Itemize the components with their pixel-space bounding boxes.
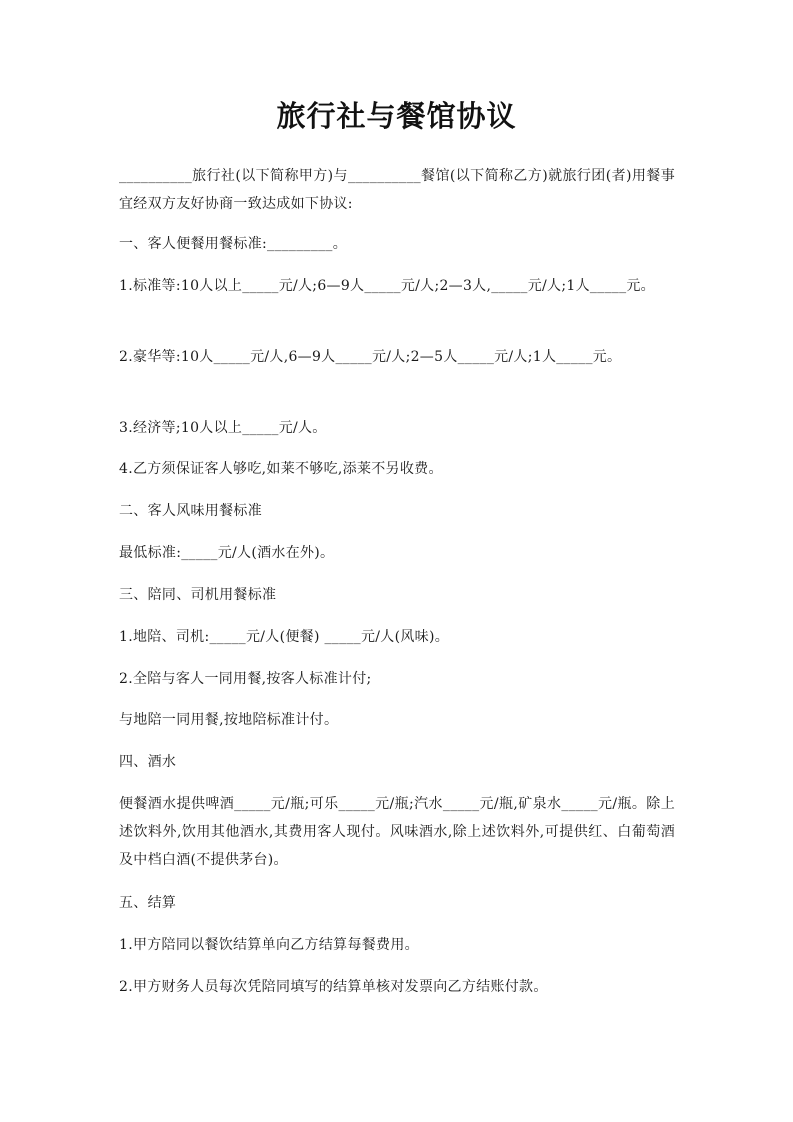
clause-3-2-cont: 与地陪一同用餐,按地陪标准计付。 — [119, 712, 339, 728]
section-4-heading: 四、酒水 — [119, 754, 177, 770]
clause-3-1: 1.地陪、司机:_____元/人(便餐) _____元/人(风味)。 — [119, 629, 450, 645]
clause-1-2: 2.豪华等:10人_____元/人,6—9人_____元/人;2—5人_____元/人;1人_____元。 — [119, 349, 622, 365]
document-title: 旅行社与餐馆协议 — [276, 99, 517, 133]
section-1-heading: 一、客人便餐用餐标准:_________。 — [119, 236, 348, 252]
section-5-heading: 五、结算 — [119, 895, 177, 911]
clause-4-1: 便餐酒水提供啤酒_____元/瓶;可乐_____元/瓶;汽水_____元/瓶,矿泉水_____元/瓶。除上述饮料外,饮用其他酒水,其费用客人现付。风味酒水,除上述饮料外,可提供红、白葡萄酒及中档白酒(不提供茅台)。 — [119, 796, 675, 868]
clause-3-2: 2.全陪与客人一同用餐,按客人标准计付; — [119, 671, 372, 687]
clause-2-1: 最低标准:_____元/人(酒水在外)。 — [119, 545, 335, 561]
section-2-heading: 二、客人风味用餐标准 — [119, 503, 262, 519]
clause-1-3: 3.经济等;10人以上_____元/人。 — [119, 420, 327, 436]
intro-paragraph: __________旅行社(以下简称甲方)与__________餐馆(以下简称乙方)就旅行团(者)用餐事宜经双方友好协商一致达成如下协议: — [119, 168, 675, 212]
clause-1-4: 4.乙方须保证客人够吃,如莱不够吃,添莱不另收费。 — [119, 461, 443, 477]
clause-5-2: 2.甲方财务人员每次凭陪同填写的结算单核对发票向乙方结账付款。 — [119, 979, 548, 995]
clause-1-1: 1.标准等:10人以上_____元/人;6—9人_____元/人;2—3人,_____元/人;1人_____元。 — [119, 278, 655, 294]
clause-5-1: 1.甲方陪同以餐饮结算单向乙方结算每餐费用。 — [119, 937, 419, 953]
section-3-heading: 三、陪同、司机用餐标准 — [119, 587, 277, 603]
